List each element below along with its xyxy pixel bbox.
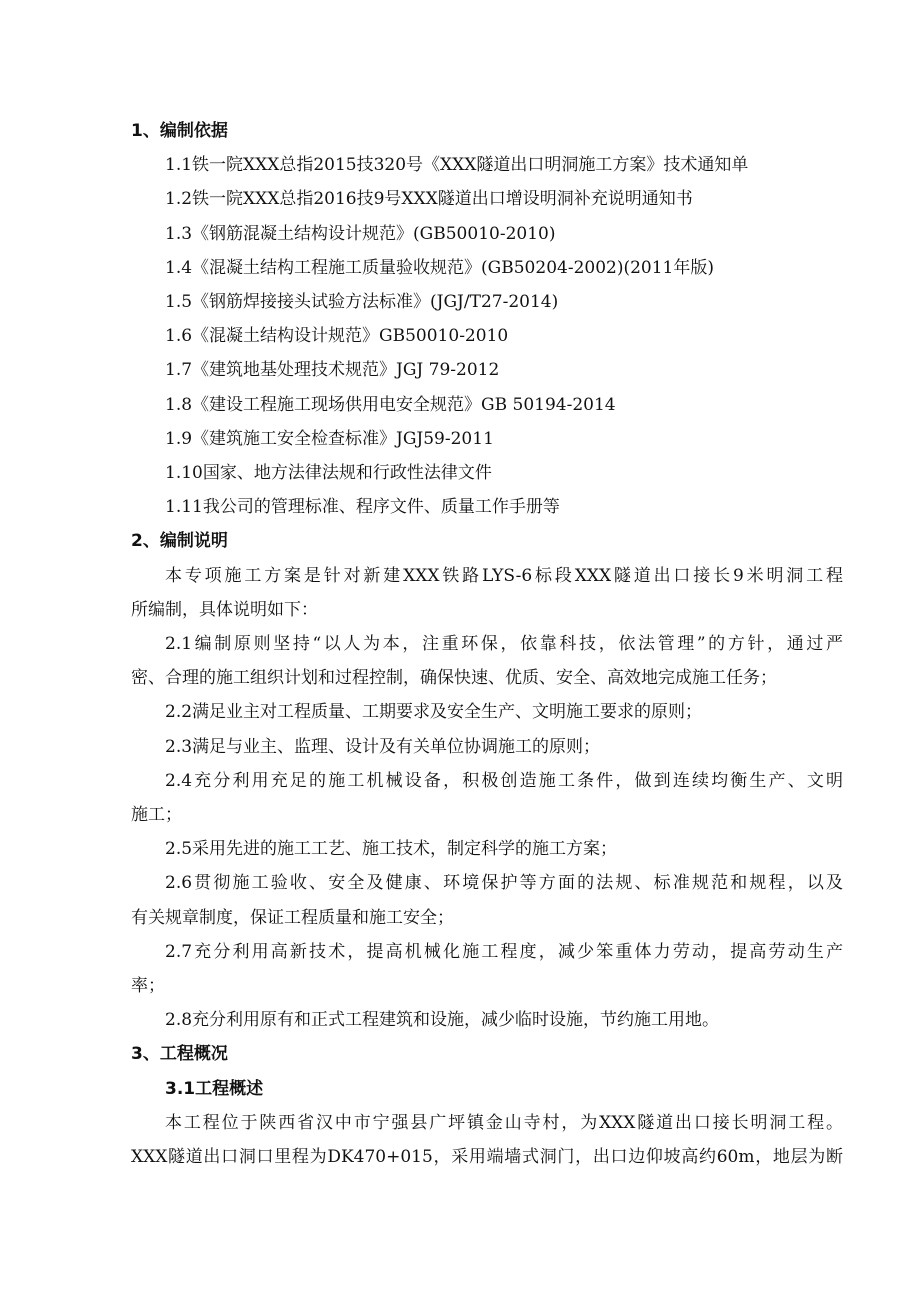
principle-2-8: 2.8充分利用原有和正式工程建筑和设施，减少临时设施，节约施工用地。: [165, 1010, 720, 1031]
basis-item-1-4: 1.4《混凝土结构工程施工质量验收规范》(GB50204-2002)(2011年版): [165, 257, 714, 278]
section-2-heading: 2、编制说明: [131, 531, 228, 552]
basis-item-1-3: 1.3《钢筋混凝土结构设计规范》(GB50010-2010): [165, 223, 556, 244]
principle-2-7-line-1: 2.7充分利用高新技术，提高机械化施工程度，减少笨重体力劳动，提高劳动生产: [165, 941, 843, 962]
document-body: [131, 114, 843, 1174]
section-1-heading: 1、编制依据: [131, 121, 228, 141]
section-2-intro-line-2: 所编制，具体说明如下：: [131, 599, 318, 620]
basis-item-1-2: 1.2铁一院XXX总指2016技9号XXX隧道出口增设明洞补充说明通知书: [165, 189, 693, 210]
principle-2-2: 2.2满足业主对工程质量、工期要求及安全生产、文明施工要求的原则；: [165, 702, 703, 723]
principle-2-4-line-1: 2.4充分利用充足的施工机械设备，积极创造施工条件，做到连续均衡生产、文明: [165, 770, 843, 791]
principle-2-1-line-1: 2.1编制原则坚持“以人为本，注重环保，依靠科技，依法管理”的方针，通过严: [165, 634, 843, 655]
basis-item-1-9: 1.9《建筑施工安全检查标准》JGJ59-2011: [165, 428, 494, 449]
basis-item-1-6: 1.6《混凝土结构设计规范》GB50010-2010: [165, 326, 509, 347]
basis-item-1-8: 1.8《建设工程施工现场供用电安全规范》GB 50194-2014: [165, 394, 616, 415]
basis-item-1-5: 1.5《钢筋焊接接头试验方法标准》(JGJ/T27-2014): [165, 292, 559, 313]
section-3-heading: 3、工程概况: [131, 1044, 228, 1065]
principle-2-6-line-2: 有关规章制度，保证工程质量和施工安全；: [131, 907, 454, 928]
section-2-intro-line-1: 本专项施工方案是针对新建XXX铁路LYS-6标段XXX隧道出口接长9米明洞工程: [165, 565, 843, 586]
principle-2-1-line-2: 密、合理的施工组织计划和过程控制，确保快速、优质、安全、高效地完成施工任务；: [131, 668, 777, 689]
basis-item-1-11: 1.11我公司的管理标准、程序文件、质量工作手册等: [165, 497, 560, 518]
basis-item-1-7: 1.7《建筑地基处理技术规范》JGJ 79-2012: [165, 360, 500, 381]
principle-2-4-line-2: 施工；: [131, 805, 182, 826]
overview-line-1: 本工程位于陕西省汉中市宁强县广坪镇金山寺村，为XXX隧道出口接长明洞工程。: [165, 1112, 843, 1133]
principle-2-5: 2.5采用先进的施工工艺、施工技术，制定科学的施工方案；: [165, 839, 618, 860]
basis-item-1-1: 1.1铁一院XXX总指2015技320号《XXX隧道出口明洞施工方案》技术通知单: [165, 155, 749, 176]
basis-item-1-10: 1.10国家、地方法律法规和行政性法律文件: [165, 463, 492, 484]
principle-2-7-line-2: 率；: [131, 976, 165, 996]
subsection-3-1-heading: 3.1工程概述: [165, 1078, 264, 1099]
principle-2-3: 2.3满足与业主、监理、设计及有关单位协调施工的原则；: [165, 736, 601, 757]
principle-2-6-line-1: 2.6贯彻施工验收、安全及健康、环境保护等方面的法规、标准规范和规程，以及: [165, 873, 843, 894]
overview-line-2: XXX隧道出口洞口里程为DK470+015，采用端墙式洞门，出口边仰坡高约60m，地层为断: [131, 1147, 843, 1167]
